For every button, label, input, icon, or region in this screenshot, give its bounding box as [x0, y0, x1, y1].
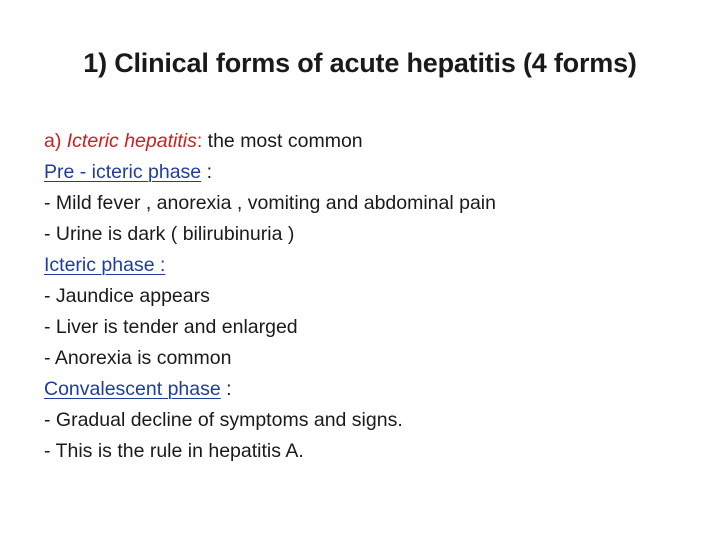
section-a-prefix: a)	[44, 130, 62, 152]
pre-icteric-suffix: :	[201, 161, 212, 183]
pre-icteric-item: - Mild fever , anorexia , vomiting and abdominal pain	[44, 192, 496, 214]
convalescent-item: - This is the rule in hepatitis A.	[44, 440, 304, 462]
icteric-heading-line	[44, 250, 704, 281]
pre-icteric-heading: Pre - icteric phase	[44, 161, 202, 183]
icteric-item: - Liver is tender and enlarged	[44, 316, 298, 338]
icteric-heading: Icteric phase :	[44, 254, 166, 276]
icteric-item: - Jaundice appears	[44, 285, 210, 307]
section-a-line	[44, 126, 704, 157]
pre-icteric-item: - Urine is dark ( bilirubinuria )	[44, 223, 295, 245]
section-a-name: Icteric hepatitis	[66, 130, 197, 152]
convalescent-item: - Gradual decline of symptoms and signs.	[44, 409, 403, 431]
convalescent-heading-line	[44, 374, 704, 405]
slide-title: 1) Clinical forms of acute hepatitis (4 forms)	[83, 48, 637, 78]
pre-icteric-heading-line	[44, 157, 704, 188]
slide-body	[44, 126, 704, 467]
section-a-rest: the most common	[202, 130, 363, 152]
icteric-item: - Anorexia is common	[44, 347, 232, 369]
convalescent-heading: Convalescent phase	[44, 378, 221, 400]
section-a-colon: :	[196, 130, 203, 152]
convalescent-suffix: :	[220, 378, 232, 400]
